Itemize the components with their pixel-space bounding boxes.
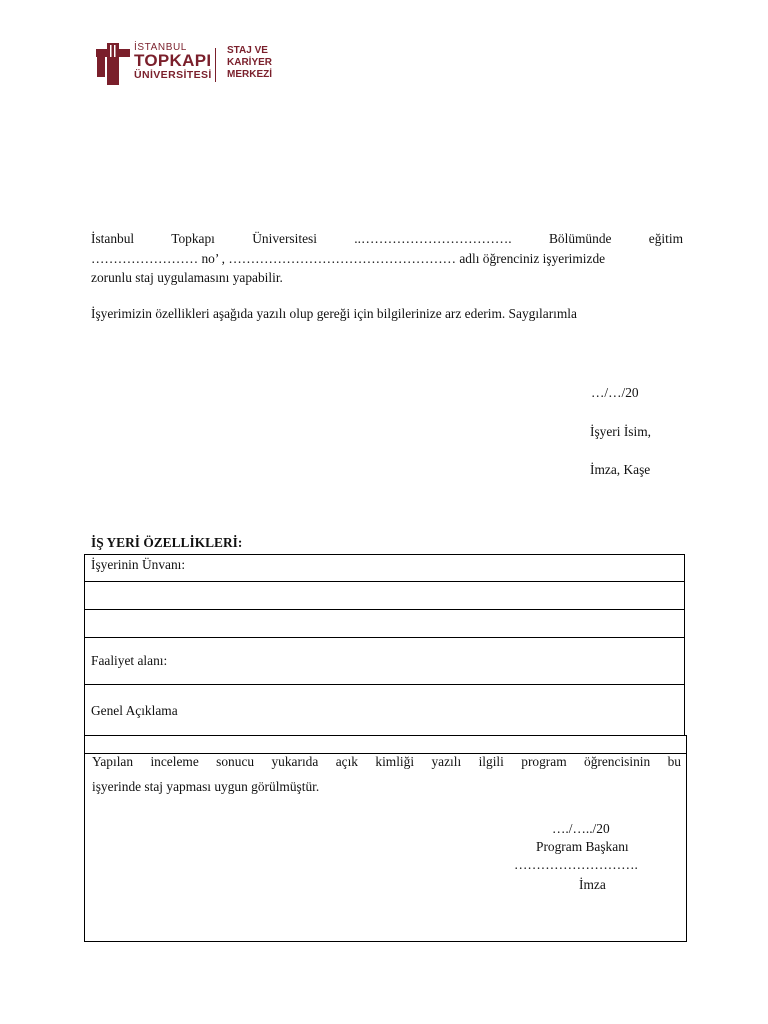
career-center-name: [227, 45, 272, 81]
logo-line3: ÜNİVERSİTESİ: [134, 69, 212, 81]
letter-paragraph2: İşyerimizin özellikleri aşağıda yazılı olup gereği için bilgilerinize arz ederim. Saygılarımla: [91, 306, 577, 321]
eval-word: öğrencisinin: [584, 754, 651, 769]
letter-line1: [91, 231, 683, 247]
evaluation-line2: işyerinde staj yapması uygun görülmüştür.: [92, 779, 320, 794]
signature-date: …/…/20: [591, 385, 639, 400]
eval-word: Yapılan: [92, 754, 134, 769]
career-line1: STAJ VE: [227, 45, 268, 56]
activity-row[interactable]: [84, 637, 685, 685]
topkapi-tower-icon: [96, 43, 130, 85]
letter-word: Bölümünde: [548, 231, 612, 246]
logo-divider: [215, 48, 216, 82]
eval-word: kimliği: [375, 754, 415, 769]
signature-dots: ……………………….: [514, 857, 638, 872]
signature-label: İmza: [579, 877, 606, 892]
spacer-row: [84, 735, 687, 754]
description-label: Genel Açıklama: [91, 703, 178, 718]
workplace-heading: İŞ YERİ ÖZELLİKLERİ:: [91, 535, 243, 550]
letter-word: Topkapı: [171, 231, 215, 246]
activity-label: Faaliyet alanı:: [91, 653, 168, 668]
eval-word: yazılı: [431, 754, 462, 769]
letter-word: eğitim: [648, 231, 684, 246]
eval-word: inceleme: [150, 754, 199, 769]
logo-line2: TOPKAPI: [134, 51, 212, 70]
evaluation-box: [84, 753, 687, 942]
logo-line1: İSTANBUL: [134, 42, 187, 53]
workplace-blank-row-1[interactable]: [84, 581, 685, 610]
university-name: [134, 42, 309, 82]
eval-word: sonucu: [216, 754, 255, 769]
evaluation-line1: [92, 754, 681, 770]
company-name-label: İşyeri İsim,: [590, 424, 651, 439]
department-blank: ..…………………………….: [354, 231, 512, 246]
career-line2: KARİYER: [227, 57, 273, 68]
evaluation-date: …./…../20: [552, 821, 610, 836]
letter-line2: …………………… no’ , …………………………………………… adlı öğrenciniz işyerimizde: [91, 251, 606, 266]
eval-word: açık: [335, 754, 358, 769]
signature-stamp-label: İmza, Kaşe: [590, 462, 651, 477]
letter-word: Üniversitesi: [252, 231, 317, 246]
letter-word: İstanbul: [91, 231, 135, 246]
description-row[interactable]: [84, 684, 685, 736]
eval-word: bu: [667, 754, 681, 769]
workplace-title-label: İşyerinin Ünvanı:: [91, 557, 186, 572]
letter-line3: zorunlu staj uygulamasını yapabilir.: [91, 270, 283, 285]
career-line3: MERKEZİ: [227, 69, 272, 80]
workplace-title-row[interactable]: [84, 554, 685, 582]
eval-word: ilgili: [478, 754, 504, 769]
program-head-label: Program Başkanı: [536, 839, 629, 854]
eval-word: program: [521, 754, 567, 769]
workplace-blank-row-2[interactable]: [84, 609, 685, 638]
eval-word: yukarıda: [271, 754, 319, 769]
